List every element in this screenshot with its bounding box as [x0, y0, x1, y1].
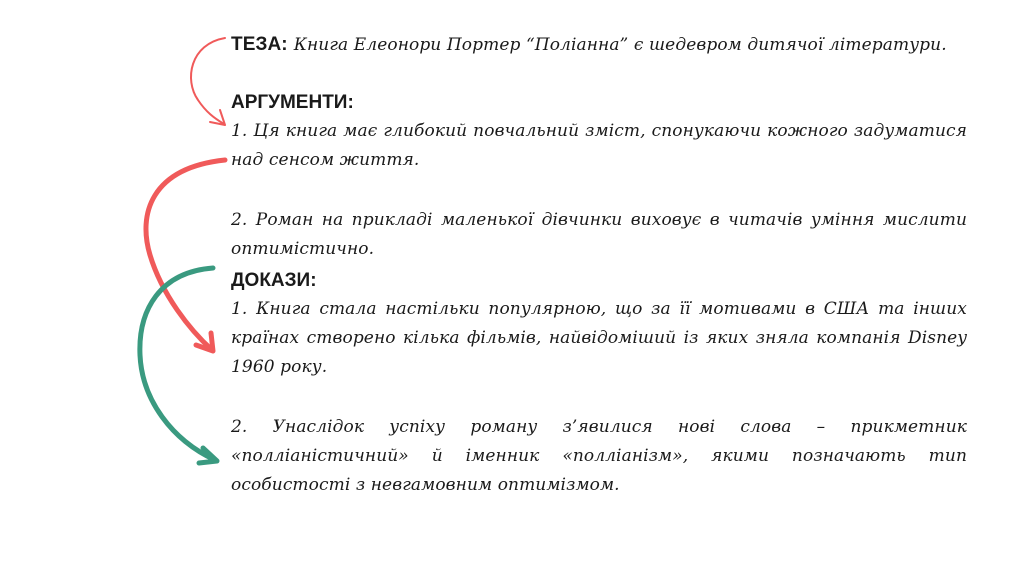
evidence-item-2: 2. Унаслідок успіху роману з’явилися нові слова – прикметник «полліаністичний» й іменник «полліанізм», якими позначають тип особистості з невгамовним оптимізмом.: [231, 417, 967, 495]
arguments-heading: АРГУМЕНТИ:: [231, 92, 354, 113]
thesis-text: Книга Елеонори Портер “Поліанна” є шедевром дитячої літератури.: [293, 35, 947, 55]
evidence-heading: ДОКАЗИ:: [231, 270, 317, 291]
argument-item-2: 2. Роман на прикладі маленької дівчинки виховує в читачів уміння мислити оптимістично.: [231, 210, 967, 259]
argument-structure: [231, 30, 967, 500]
thesis-to-arguments-arrow: [191, 38, 225, 125]
argument-item-1: 1. Ця книга має глибокий повчальний зміст, спонукаючи кожного задуматися над сенсом життя.: [231, 121, 967, 170]
thesis-label: ТЕЗА:: [231, 34, 288, 55]
evidence-item-1: 1. Книга стала настільки популярною, що за її мотивами в США та інших країнах створено кілька фільмів, найвідоміший із яких зняла компанія Disney 1960 року.: [231, 299, 967, 377]
argument2-to-evidence2-arrow: [140, 268, 217, 463]
thesis-block: [231, 30, 967, 60]
argument1-to-evidence1-arrow: [146, 160, 225, 351]
